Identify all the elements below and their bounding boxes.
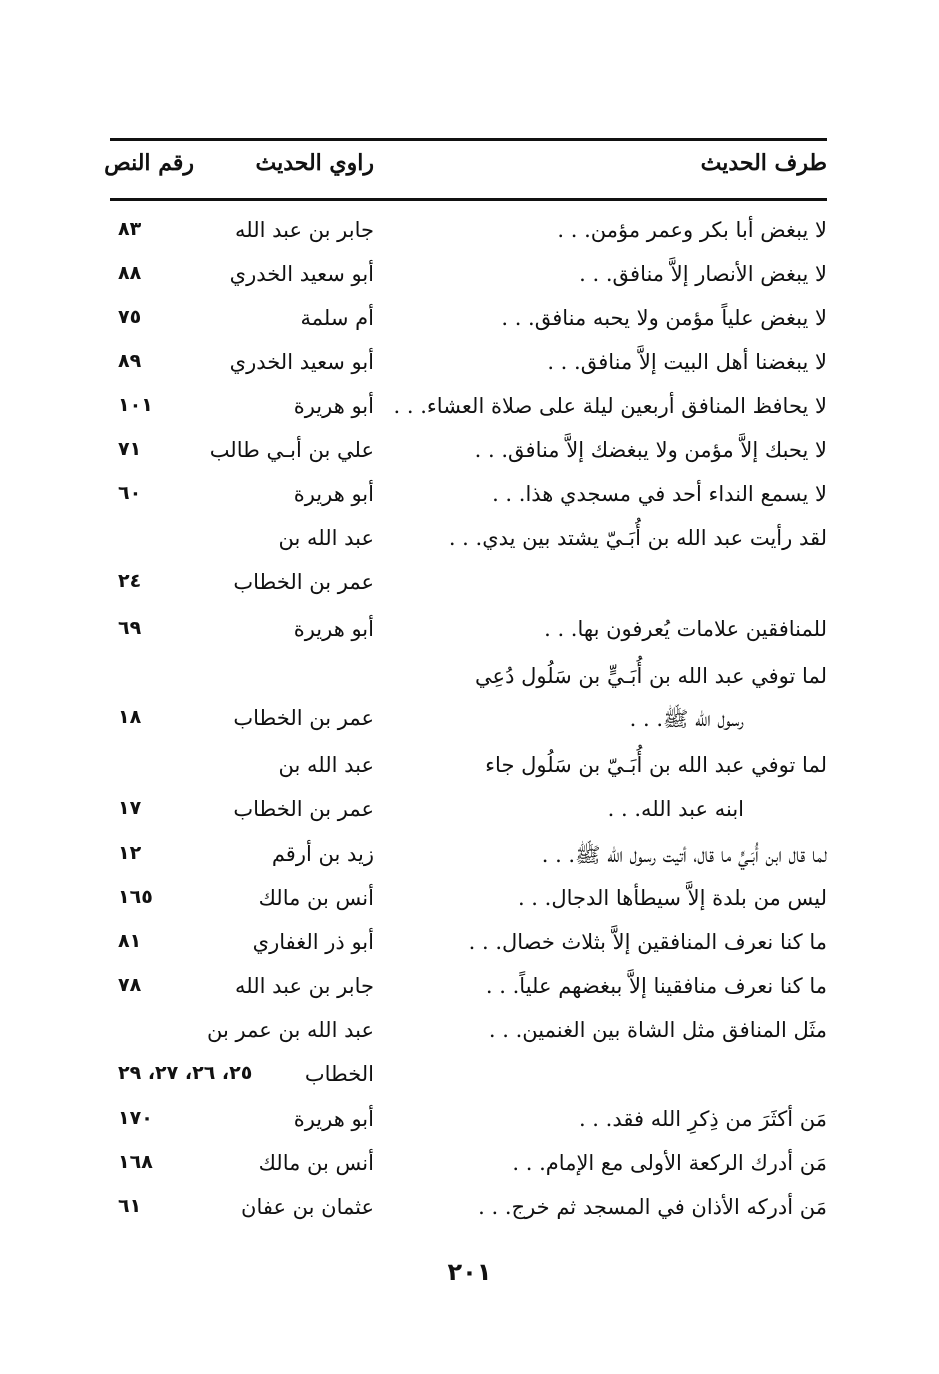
text-number: ٧١ [118, 438, 142, 460]
narrator: عبد الله بن [278, 753, 374, 777]
text-number: ٦١ [118, 1195, 142, 1217]
narrator: أنس بن مالك [258, 886, 374, 910]
table-row [0, 753, 939, 797]
table-row [0, 394, 939, 438]
narrator: أبو هريرة [293, 1107, 374, 1131]
table-row [0, 617, 939, 661]
hadith-text: ما كنا نعرف منافقينا إلاَّ ببغضهم علياً. . . [485, 974, 827, 998]
text-number: ١٨ [118, 706, 142, 728]
hadith-text: لما توفي عبد الله بن أُبَـيّ بن سَلُول جاء [485, 753, 827, 777]
hadith-text: لا يبغض أبا بكر وعمر مؤمن. . . [557, 218, 827, 242]
hadith-text: لا يبغض علياً مؤمن ولا يحبه منافق. . . [501, 306, 827, 330]
table-row [0, 886, 939, 930]
narrator: أبو سعيد الخدري [229, 262, 374, 286]
table-row [0, 1062, 939, 1106]
hadith-text: مثَل المنافق مثل الشاة بين الغنمين. . . [488, 1018, 827, 1042]
text-number: ١٧٠ [118, 1107, 153, 1129]
table-row [0, 218, 939, 262]
header-bottom-rule [110, 198, 827, 201]
text-number: ١٦٨ [118, 1151, 153, 1173]
hadith-text: للمنافقين علامات يُعرفون بها. . . [544, 617, 827, 641]
table-row [0, 1195, 939, 1239]
top-rule [110, 138, 827, 141]
hadith-text: رسول الله ﷺ. . . [629, 707, 744, 731]
text-number: ٨٣ [118, 218, 142, 240]
header-narrator: راوي الحديث [255, 150, 374, 176]
text-number: ٨١ [118, 930, 142, 952]
header-text-number: رقم النص [104, 150, 194, 176]
hadith-text: لا يحبك إلاَّ مؤمن ولا يبغضك إلاَّ منافق. . . [474, 438, 827, 462]
hadith-text: ليس من بلدة إلاَّ سيطأها الدجال. . . [517, 886, 827, 910]
hadith-text: مَن أدركه الأذان في المسجد ثم خرج. . . [478, 1195, 827, 1219]
table-row [0, 1151, 939, 1195]
narrator: زيد بن أرقم [271, 842, 374, 866]
text-number: ٨٨ [118, 262, 142, 284]
text-number: ٢٤ [118, 570, 142, 592]
table-row [0, 706, 939, 750]
table-row [0, 664, 939, 708]
hadith-text: لا يبغض الأنصار إلاَّ منافق. . . [579, 262, 827, 286]
narrator: أم سلمة [300, 306, 374, 330]
hadith-text: لقد رأيت عبد الله بن أُبَـيّ يشتد بين يدي. . . [448, 526, 827, 550]
hadith-text: لما توفي عبد الله بن أُبَـيٍّ بن سَلُول دُعِي [475, 664, 827, 688]
text-number: ١٦٥ [118, 886, 153, 908]
hadith-text: لا يسمع النداء أحد في مسجدي هذا. . . [492, 482, 827, 506]
narrator: الخطاب [304, 1062, 374, 1086]
narrator: عمر بن الخطاب [233, 706, 374, 730]
hadith-text: لما قال ابن أُبَـيٍّ ما قال، أتيت رسول الله ﷺ. . . [541, 843, 827, 867]
table-row [0, 930, 939, 974]
narrator: عثمان بن عفان [241, 1195, 374, 1219]
text-number: ١٠١ [118, 394, 153, 416]
narrator: أنس بن مالك [258, 1151, 374, 1175]
narrator: أبو هريرة [293, 617, 374, 641]
text-number: ٢٥، ٢٦، ٢٧، ٢٩ [118, 1062, 253, 1084]
narrator: أبو هريرة [293, 394, 374, 418]
hadith-text: ابنه عبد الله. . . [607, 797, 744, 821]
table-row [0, 438, 939, 482]
table-row [0, 797, 939, 841]
header-hadith-text: طرف الحديث [700, 150, 827, 176]
narrator: أبو ذر الغفاري [252, 930, 374, 954]
table-row [0, 482, 939, 526]
narrator: عبد الله بن عمر بن [207, 1018, 374, 1042]
hadith-text: ما كنا نعرف المنافقين إلاَّ بثلاث خصال. . . [468, 930, 827, 954]
text-number: ٧٥ [118, 306, 142, 328]
text-number: ٦٩ [118, 617, 142, 639]
narrator: جابر بن عبد الله [234, 218, 374, 242]
table-row [0, 1107, 939, 1151]
hadith-text: لا يبغضنا أهل البيت إلاَّ منافق. . . [547, 350, 827, 374]
page-number: ٢٠١ [447, 1258, 492, 1286]
text-number: ٧٨ [118, 974, 142, 996]
table-row [0, 570, 939, 614]
table-row [0, 1018, 939, 1062]
table-row [0, 262, 939, 306]
text-number: ١٧ [118, 797, 142, 819]
text-number: ٨٩ [118, 350, 142, 372]
table-row [0, 306, 939, 350]
hadith-text: مَن أدرك الركعة الأولى مع الإمام. . . [512, 1151, 827, 1175]
hadith-text: لا يحافظ المنافق أربعين ليلة على صلاة العشاء. . . [393, 394, 827, 418]
narrator: أبو هريرة [293, 482, 374, 506]
text-number: ٦٠ [118, 482, 142, 504]
narrator: عبد الله بن [278, 526, 374, 550]
narrator: أبو سعيد الخدري [229, 350, 374, 374]
table-row [0, 974, 939, 1018]
narrator: عمر بن الخطاب [233, 797, 374, 821]
hadith-text: مَن أكثَرَ من ذِكرِ الله فقد. . . [578, 1107, 827, 1131]
table-row [0, 526, 939, 570]
table-row [0, 842, 939, 886]
text-number: ١٢ [118, 842, 142, 864]
narrator: علي بن أبـي طالب [209, 438, 374, 462]
narrator: جابر بن عبد الله [234, 974, 374, 998]
table-row [0, 350, 939, 394]
narrator: عمر بن الخطاب [233, 570, 374, 594]
